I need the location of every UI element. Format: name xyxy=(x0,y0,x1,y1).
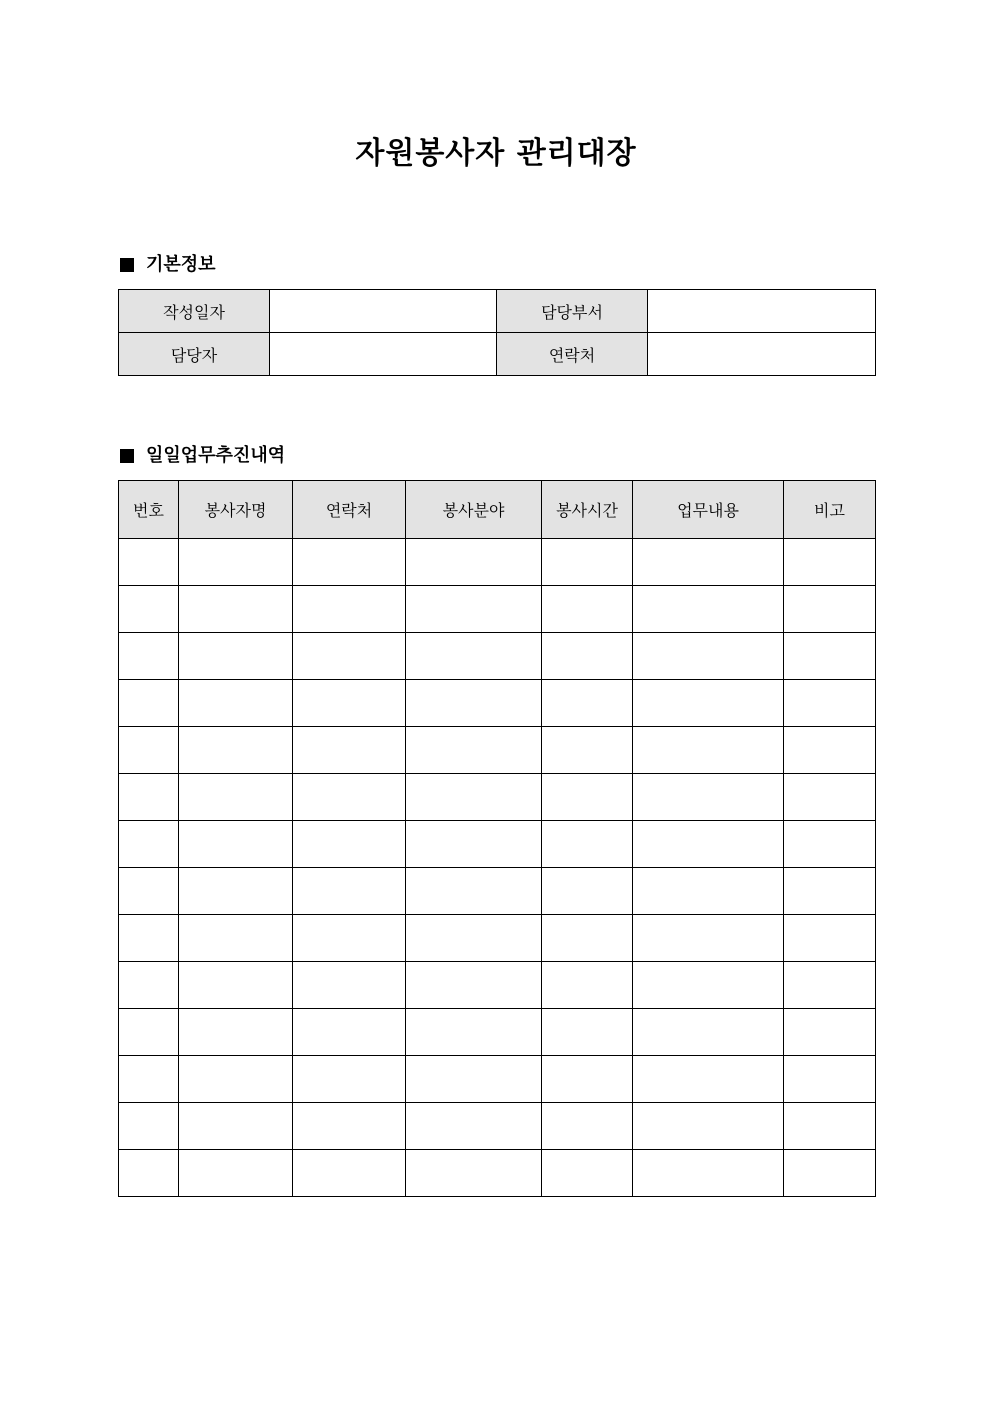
number-cell[interactable] xyxy=(119,774,179,821)
number-cell[interactable] xyxy=(119,1009,179,1056)
field-cell[interactable] xyxy=(406,774,542,821)
volunteer-name-cell[interactable] xyxy=(179,774,293,821)
number-cell[interactable] xyxy=(119,962,179,1009)
column-header-field: 봉사분야 xyxy=(406,481,542,539)
number-cell[interactable] xyxy=(119,586,179,633)
table-row xyxy=(119,774,876,821)
contact-field[interactable] xyxy=(648,333,876,376)
volunteer-name-cell[interactable] xyxy=(179,1056,293,1103)
contact-cell[interactable] xyxy=(293,915,406,962)
contact-cell[interactable] xyxy=(293,962,406,1009)
contact-cell[interactable] xyxy=(293,774,406,821)
volunteer-name-cell[interactable] xyxy=(179,1103,293,1150)
volunteer-name-cell[interactable] xyxy=(179,586,293,633)
task-cell[interactable] xyxy=(633,633,784,680)
hours-cell[interactable] xyxy=(542,539,633,586)
remarks-cell[interactable] xyxy=(784,539,876,586)
basic-info-table xyxy=(118,289,876,376)
remarks-cell[interactable] xyxy=(784,680,876,727)
task-cell[interactable] xyxy=(633,1009,784,1056)
field-cell[interactable] xyxy=(406,727,542,774)
task-cell[interactable] xyxy=(633,1150,784,1197)
contact-cell[interactable] xyxy=(293,868,406,915)
field-cell[interactable] xyxy=(406,915,542,962)
volunteer-name-cell[interactable] xyxy=(179,821,293,868)
field-cell[interactable] xyxy=(406,1009,542,1056)
table-row xyxy=(119,1009,876,1056)
remarks-cell[interactable] xyxy=(784,821,876,868)
number-cell[interactable] xyxy=(119,1056,179,1103)
basic-info-row xyxy=(119,333,876,376)
remarks-cell[interactable] xyxy=(784,1009,876,1056)
number-cell[interactable] xyxy=(119,539,179,586)
field-cell[interactable] xyxy=(406,962,542,1009)
remarks-cell[interactable] xyxy=(784,586,876,633)
field-cell[interactable] xyxy=(406,1103,542,1150)
field-cell[interactable] xyxy=(406,539,542,586)
hours-cell[interactable] xyxy=(542,962,633,1009)
task-cell[interactable] xyxy=(633,539,784,586)
column-header-hours: 봉사시간 xyxy=(542,481,633,539)
field-cell[interactable] xyxy=(406,680,542,727)
hours-cell[interactable] xyxy=(542,680,633,727)
table-row xyxy=(119,633,876,680)
hours-cell[interactable] xyxy=(542,586,633,633)
field-cell[interactable] xyxy=(406,633,542,680)
volunteer-name-cell[interactable] xyxy=(179,1009,293,1056)
volunteer-name-cell[interactable] xyxy=(179,680,293,727)
field-cell[interactable] xyxy=(406,1056,542,1103)
table-row xyxy=(119,1056,876,1103)
field-cell[interactable] xyxy=(406,868,542,915)
volunteer-name-cell[interactable] xyxy=(179,633,293,680)
table-row xyxy=(119,821,876,868)
square-bullet-icon xyxy=(120,449,134,463)
field-cell[interactable] xyxy=(406,586,542,633)
department-field[interactable] xyxy=(648,290,876,333)
remarks-cell[interactable] xyxy=(784,774,876,821)
daily-log-heading xyxy=(118,443,285,469)
hours-cell[interactable] xyxy=(542,1009,633,1056)
remarks-cell[interactable] xyxy=(784,727,876,774)
basic-info-heading xyxy=(118,252,216,278)
task-cell[interactable] xyxy=(633,868,784,915)
table-row xyxy=(119,915,876,962)
volunteer-name-cell[interactable] xyxy=(179,1150,293,1197)
hours-cell[interactable] xyxy=(542,915,633,962)
table-header-row xyxy=(119,481,876,539)
remarks-cell[interactable] xyxy=(784,915,876,962)
number-cell[interactable] xyxy=(119,727,179,774)
task-cell[interactable] xyxy=(633,586,784,633)
hours-cell[interactable] xyxy=(542,633,633,680)
date-field[interactable] xyxy=(270,290,497,333)
task-cell[interactable] xyxy=(633,680,784,727)
contact-label: 연락처 xyxy=(497,333,648,376)
task-cell[interactable] xyxy=(633,821,784,868)
contact-cell[interactable] xyxy=(293,727,406,774)
remarks-cell[interactable] xyxy=(784,962,876,1009)
table-row xyxy=(119,586,876,633)
volunteer-name-cell[interactable] xyxy=(179,539,293,586)
volunteer-name-cell[interactable] xyxy=(179,727,293,774)
task-cell[interactable] xyxy=(633,915,784,962)
contact-cell[interactable] xyxy=(293,586,406,633)
date-label: 작성일자 xyxy=(119,290,270,333)
number-cell[interactable] xyxy=(119,680,179,727)
volunteer-name-cell[interactable] xyxy=(179,962,293,1009)
contact-cell[interactable] xyxy=(293,633,406,680)
number-cell[interactable] xyxy=(119,633,179,680)
table-row xyxy=(119,1103,876,1150)
contact-cell[interactable] xyxy=(293,680,406,727)
hours-cell[interactable] xyxy=(542,1056,633,1103)
column-header-task: 업무내용 xyxy=(633,481,784,539)
hours-cell[interactable] xyxy=(542,1150,633,1197)
number-cell[interactable] xyxy=(119,821,179,868)
square-bullet-icon xyxy=(120,258,134,272)
document-title: 자원봉사자 관리대장 xyxy=(355,136,637,171)
field-cell[interactable] xyxy=(406,821,542,868)
table-row xyxy=(119,1150,876,1197)
remarks-cell[interactable] xyxy=(784,1150,876,1197)
column-header-volunteer-name: 봉사자명 xyxy=(179,481,293,539)
column-header-remarks: 비고 xyxy=(784,481,876,539)
task-cell[interactable] xyxy=(633,962,784,1009)
hours-cell[interactable] xyxy=(542,868,633,915)
number-cell[interactable] xyxy=(119,915,179,962)
daily-log-body xyxy=(119,539,876,1197)
daily-log-heading-text: 일일업무추진내역 xyxy=(146,445,286,466)
column-header-contact: 연락처 xyxy=(293,481,406,539)
department-label: 담당부서 xyxy=(497,290,648,333)
table-row xyxy=(119,727,876,774)
volunteer-name-cell[interactable] xyxy=(179,915,293,962)
number-cell[interactable] xyxy=(119,868,179,915)
basic-info-heading-text: 기본정보 xyxy=(146,254,216,275)
table-row xyxy=(119,680,876,727)
volunteer-name-cell[interactable] xyxy=(179,868,293,915)
remarks-cell[interactable] xyxy=(784,868,876,915)
contact-cell[interactable] xyxy=(293,1009,406,1056)
number-cell[interactable] xyxy=(119,1150,179,1197)
task-cell[interactable] xyxy=(633,1056,784,1103)
task-cell[interactable] xyxy=(633,727,784,774)
task-cell[interactable] xyxy=(633,1103,784,1150)
field-cell[interactable] xyxy=(406,1150,542,1197)
column-header-number: 번호 xyxy=(119,481,179,539)
manager-field[interactable] xyxy=(270,333,497,376)
contact-cell[interactable] xyxy=(293,1150,406,1197)
contact-cell[interactable] xyxy=(293,1056,406,1103)
hours-cell[interactable] xyxy=(542,1103,633,1150)
remarks-cell[interactable] xyxy=(784,633,876,680)
manager-label: 담당자 xyxy=(119,333,270,376)
contact-cell[interactable] xyxy=(293,1103,406,1150)
daily-log-table xyxy=(118,480,876,1197)
contact-cell[interactable] xyxy=(293,539,406,586)
hours-cell[interactable] xyxy=(542,727,633,774)
basic-info-row xyxy=(119,290,876,333)
hours-cell[interactable] xyxy=(542,774,633,821)
table-row xyxy=(119,868,876,915)
remarks-cell[interactable] xyxy=(784,1103,876,1150)
table-row xyxy=(119,539,876,586)
table-row xyxy=(119,962,876,1009)
hours-cell[interactable] xyxy=(542,821,633,868)
task-cell[interactable] xyxy=(633,774,784,821)
contact-cell[interactable] xyxy=(293,821,406,868)
remarks-cell[interactable] xyxy=(784,1056,876,1103)
number-cell[interactable] xyxy=(119,1103,179,1150)
